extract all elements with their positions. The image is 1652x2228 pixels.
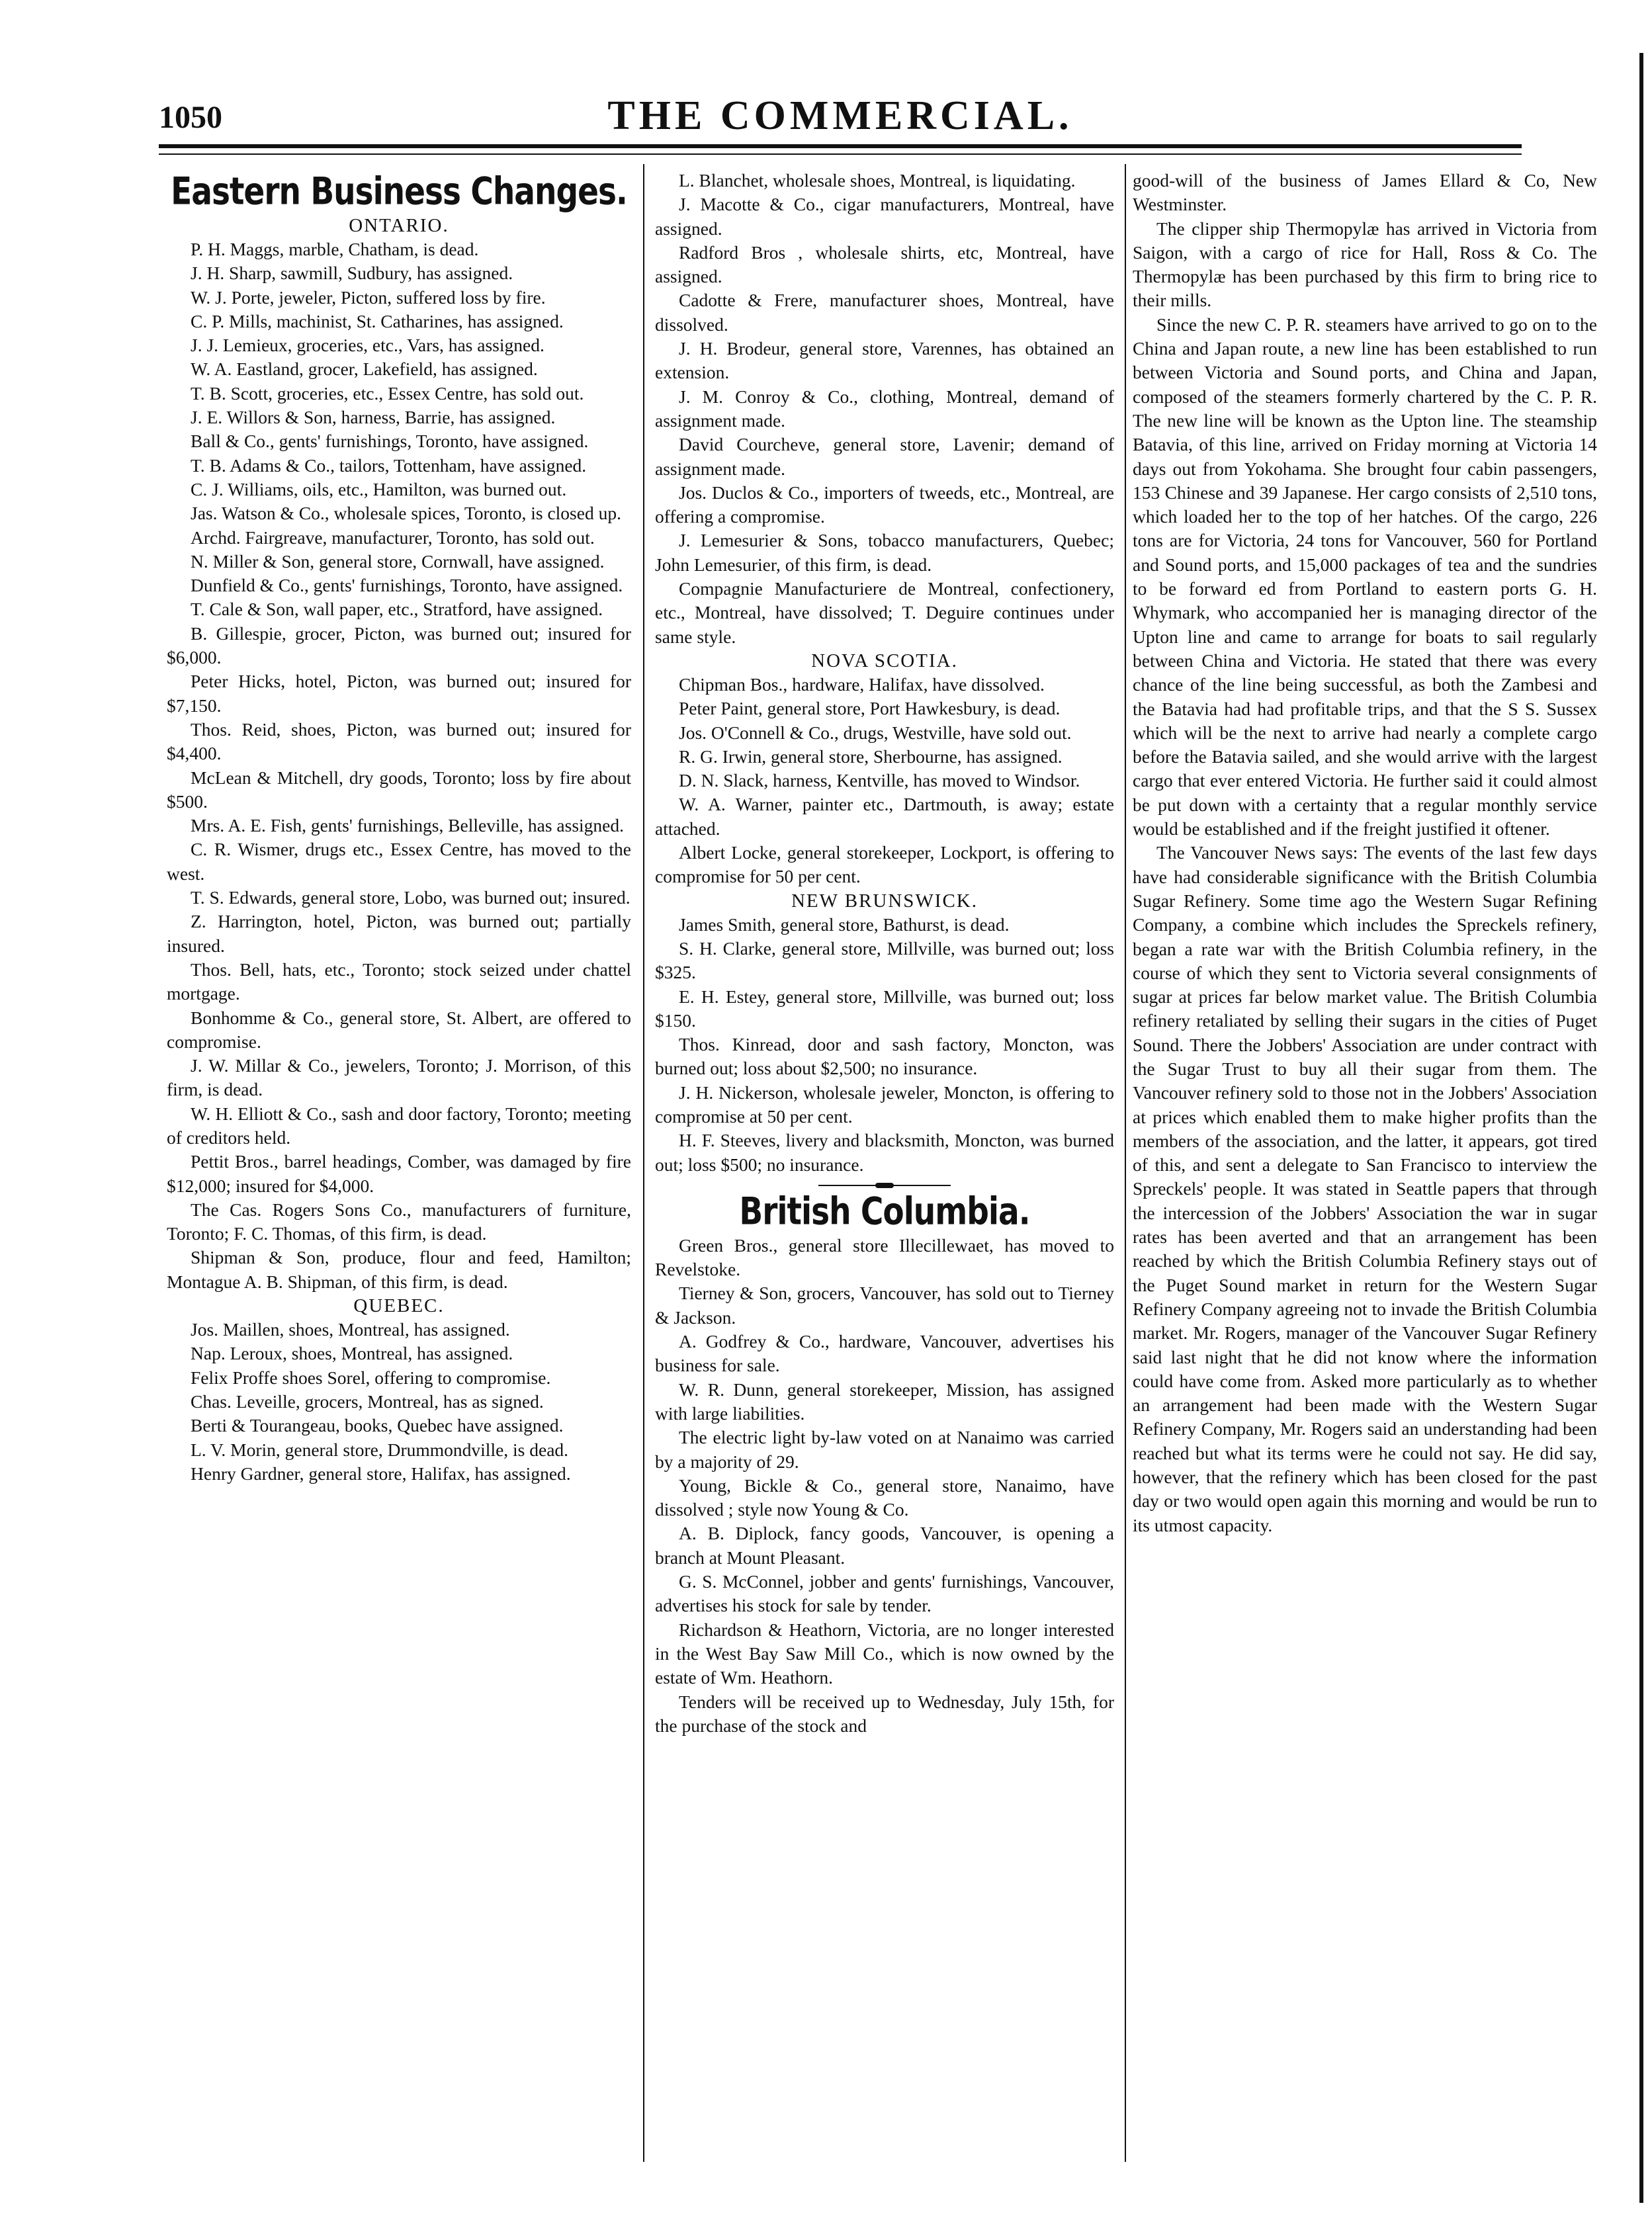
section-heading-british-columbia: British Columbia.: [739, 1189, 1030, 1234]
list-item: T. Cale & Son, wall paper, etc., Stratford, have assigned.: [191, 599, 603, 620]
list-item: L. V. Morin, general store, Drummondville, is dead.: [191, 1439, 569, 1460]
page-header: [159, 93, 1522, 139]
list-item: Thos. Bell, hats, etc., Toronto; stock seized under chattel mortgage.: [167, 959, 631, 1004]
list-item: Archd. Fairgreave, manufacturer, Toronto, has sold out.: [191, 527, 595, 548]
list-item: B. Gillespie, grocer, Picton, was burned out; insured for $6,000.: [167, 622, 631, 668]
header-rule-thin: [159, 153, 1522, 155]
list-item: Tierney & Son, grocers, Vancouver, has sold out to Tierney & Jackson.: [655, 1283, 1114, 1328]
section-heading-eastern: Eastern Business Changes.: [171, 169, 627, 214]
list-item: Henry Gardner, general store, Halifax, has assigned.: [191, 1463, 571, 1484]
column-rule: [643, 164, 644, 2162]
list-item: Thos. Reid, shoes, Picton, was burned out; insured for $4,400.: [167, 718, 631, 764]
list-item: D. N. Slack, harness, Kentville, has moved to Windsor.: [679, 770, 1080, 791]
british-columbia-items: [655, 1234, 1114, 1738]
masthead-title: THE COMMERCIAL.: [607, 93, 1073, 138]
subheading-new-brunswick: NEW BRUNSWICK.: [791, 890, 978, 912]
list-item: Young, Bickle & Co., general store, Nanaimo, have dissolved ; style now Young & Co.: [655, 1475, 1114, 1520]
list-item: J. Macotte & Co., cigar manufacturers, Montreal, have assigned.: [655, 194, 1114, 239]
quebec-items: [167, 1318, 631, 1486]
list-item: T. B. Adams & Co., tailors, Tottenham, have assigned.: [191, 454, 587, 476]
article-paragraph: The clipper ship Thermopylæ has arrived in Victoria from Saigon, with a cargo of rice for Hall, Ross & Co. The Thermopylæ has been purchased by this firm to bring rice to their mills.: [1133, 218, 1597, 311]
list-item: L. Blanchet, wholesale shoes, Montreal, is liquidating.: [679, 170, 1076, 191]
list-item: A. Godfrey & Co., hardware, Vancouver, advertises his business for sale.: [655, 1331, 1114, 1376]
list-item: Nap. Leroux, shoes, Montreal, has assigned.: [191, 1343, 513, 1364]
list-item: The Cas. Rogers Sons Co., manufacturers of furniture, Toronto; F. C. Thomas, of this firm, is dead.: [167, 1199, 631, 1244]
ontario-items: [167, 237, 631, 1294]
list-item: W. A. Warner, painter etc., Dartmouth, is away; estate attached.: [655, 794, 1114, 839]
list-item: Richardson & Heathorn, Victoria, are no longer interested in the West Bay Saw Mill Co., which is now owned by the estate of Wm. Heathorn.: [655, 1619, 1114, 1688]
list-item: Albert Locke, general storekeeper, Lockport, is offering to compromise for 50 per cent.: [655, 842, 1114, 887]
list-item: R. G. Irwin, general store, Sherbourne, has assigned.: [679, 746, 1063, 767]
list-item: H. F. Steeves, livery and blacksmith, Moncton, was burned out; loss $500; no insurance.: [655, 1130, 1114, 1175]
list-item: Shipman & Son, produce, flour and feed, Hamilton; Montague A. B. Shipman, of this firm, is dead.: [167, 1247, 631, 1292]
continued-paragraph: good-will of the business of James Ellard & Co, New Westminster.: [1133, 170, 1597, 215]
page-number: 1050: [159, 100, 222, 135]
list-item: Mrs. A. E. Fish, gents' furnishings, Belleville, has assigned.: [191, 815, 624, 836]
list-item: Jos. Maillen, shoes, Montreal, has assigned.: [191, 1319, 510, 1340]
quebec-continued-items: [655, 169, 1114, 649]
list-item: T. B. Scott, groceries, etc., Essex Centre, has sold out.: [191, 382, 584, 404]
list-item: James Smith, general store, Bathurst, is dead.: [679, 914, 1010, 935]
list-item: P. H. Maggs, marble, Chatham, is dead.: [191, 239, 479, 259]
list-item: J. H. Brodeur, general store, Varennes, has obtained an extension.: [655, 338, 1114, 383]
list-item: G. S. McConnel, jobber and gents' furnishings, Vancouver, advertises his stock for sale by tender.: [655, 1571, 1114, 1616]
list-item: C. J. Williams, oils, etc., Hamilton, was burned out.: [191, 478, 567, 499]
list-item: W. H. Elliott & Co., sash and door factory, Toronto; meeting of creditors held.: [167, 1103, 631, 1148]
new-brunswick-items: [655, 913, 1114, 1177]
column-rule: [1125, 164, 1126, 2162]
list-item: Bonhomme & Co., general store, St. Albert, are offered to compromise.: [167, 1007, 631, 1052]
column-3: [1133, 169, 1597, 2193]
list-item: J. Lemesurier & Sons, tobacco manufacturers, Quebec; John Lemesurier, of this firm, is dead.: [655, 530, 1114, 575]
list-item: The electric light by-law voted on at Nanaimo was carried by a majority of 29.: [655, 1427, 1114, 1472]
list-item: Ball & Co., gents' furnishings, Toronto, have assigned.: [191, 431, 589, 452]
list-item: Green Bros., general store Illecillewaet, has moved to Revelstoke.: [655, 1234, 1114, 1280]
list-item: Jos. O'Connell & Co., drugs, Westville, have sold out.: [679, 722, 1072, 743]
list-item: A. B. Diplock, fancy goods, Vancouver, is opening a branch at Mount Pleasant.: [655, 1523, 1114, 1568]
list-item: T. S. Edwards, general store, Lobo, was burned out; insured.: [191, 887, 630, 908]
list-item: J. H. Sharp, sawmill, Sudbury, has assigned.: [191, 263, 513, 284]
list-item: J. M. Conroy & Co., clothing, Montreal, demand of assignment made.: [655, 386, 1114, 431]
list-item: Compagnie Manufacturiere de Montreal, confectionery, etc., Montreal, have dissolved; T. Deguire continues under same style.: [655, 578, 1114, 647]
list-item: Z. Harrington, hotel, Picton, was burned out; partially insured.: [167, 911, 631, 956]
list-item: Peter Paint, general store, Port Hawkesbury, is dead.: [679, 698, 1061, 719]
list-item: Felix Proffe shoes Sorel, offering to compromise.: [191, 1367, 551, 1388]
list-item: E. H. Estey, general store, Millville, was burned out; loss $150.: [655, 986, 1114, 1031]
list-item: J. E. Willors & Son, harness, Barrie, has assigned.: [191, 407, 556, 428]
list-item: J. W. Millar & Co., jewelers, Toronto; J. Morrison, of this firm, is dead.: [167, 1055, 631, 1100]
subheading-ontario: ONTARIO.: [349, 215, 449, 236]
list-item: N. Miller & Son, general store, Cornwall, have assigned.: [191, 550, 605, 572]
list-item: Cadotte & Frere, manufacturer shoes, Montreal, have dissolved.: [655, 290, 1114, 335]
list-item: Tenders will be received up to Wednesday, July 15th, for the purchase of the stock and: [655, 1691, 1114, 1736]
column-2: [655, 169, 1114, 2193]
list-item: W. A. Eastland, grocer, Lakefield, has assigned.: [191, 359, 538, 380]
list-item: Pettit Bros., barrel headings, Comber, was damaged by fire $12,000; insured for $4,000.: [167, 1151, 631, 1196]
article-paragraph: The Vancouver News says: The events of the last few days have had considerable significance with the British Columbia Sugar Refinery. Some time ago the Western Sugar Refining Company, a combine which includes the Spreckels refinery, began a rate war with the British Columbia refinery, in the course of which they sent to Victoria several consignments of sugar at prices far below market value. The British Columbia refinery retaliated by selling their sugars in the cities of Puget Sound. There the Jobbers' Association are under contract with the Sugar Trust to buy all their sugar from them. The Vancouver refinery sold to those not in the Jobbers' Association at prices which enabled them to make higher profits than the members of the association, and the latter, it appears, got tired of this, and sent a delegate to San Francisco to interview the Spreckels' people. It was stated in Seattle papers that through the intercession of the Jobbers' Association the war in sugar rates has been averted and that an arrangement has been reached by which the British Columbia Refinery stays out of the Puget Sound market in return for the Western Sugar Refinery Company agreeing not to invade the British Columbia market. Mr. Rogers, manager of the Vancouver Sugar Refinery said last night that he did not know where the information could have come from. Asked more particularly as to whether an arrangement had been made with the Western Sugar Refinery Company, Mr. Rogers said an understanding had been reached but what its terms were he could not say. He did say, however, that the refinery which has been closed for the past day or two would open again this morning and would be run to its utmost capacity.: [1133, 842, 1597, 1535]
list-item: J. J. Lemieux, groceries, etc., Vars, has assigned.: [191, 335, 544, 356]
list-item: Berti & Tourangeau, books, Quebec have assigned.: [191, 1415, 564, 1436]
subheading-quebec: QUEBEC.: [353, 1295, 445, 1317]
list-item: McLean & Mitchell, dry goods, Toronto; loss by fire about $500.: [167, 767, 631, 812]
page-edge-line: [1639, 53, 1643, 2203]
header-rule-thick: [159, 144, 1522, 148]
nova-scotia-items: [655, 673, 1114, 889]
list-item: C. R. Wismer, drugs etc., Essex Centre, has moved to the west.: [167, 839, 631, 884]
list-item: W. R. Dunn, general storekeeper, Mission, has assigned with large liabilities.: [655, 1379, 1114, 1424]
list-item: S. H. Clarke, general store, Millville, was burned out; loss $325.: [655, 937, 1114, 983]
list-item: David Courcheve, general store, Lavenir; demand of assignment made.: [655, 434, 1114, 479]
column-1: [167, 169, 631, 2193]
list-item: Thos. Kinread, door and sash factory, Moncton, was burned out; loss about $2,500; no insurance.: [655, 1034, 1114, 1079]
list-item: Jos. Duclos & Co., importers of tweeds, etc., Montreal, are offering a compromise.: [655, 482, 1114, 527]
list-item: J. H. Nickerson, wholesale jeweler, Moncton, is offering to compromise at 50 per cent.: [655, 1082, 1114, 1127]
list-item: W. J. Porte, jeweler, Picton, suffered loss by fire.: [191, 286, 546, 308]
list-item: Jas. Watson & Co., wholesale spices, Toronto, is closed up.: [191, 503, 621, 524]
list-item: Peter Hicks, hotel, Picton, was burned out; insured for $7,150.: [167, 671, 631, 716]
list-item: Dunfield & Co., gents' furnishings, Toronto, have assigned.: [191, 575, 623, 596]
section-divider-ornament: [818, 1182, 951, 1189]
subheading-nova-scotia: NOVA SCOTIA.: [811, 650, 958, 671]
list-item: C. P. Mills, machinist, St. Catharines, has assigned.: [191, 310, 564, 331]
article-paragraph: Since the new C. P. R. steamers have arrived to go on to the China and Japan route, a new line has been established to run between Victoria and Sound ports, and China and Japan, composed of the steamers formerly chartered by the C. P. R. The new line will be known as the Upton line. The steamship Batavia, of this line, arrived on Friday morning at Victoria 14 days out from Yokohama. She brought four cabin passengers, 153 Chinese and 39 Japanese. Her cargo consists of 2,510 tons, which loaded her to the top of her hatches. Of the cargo, 226 tons are for Victoria, 24 tons for Vancouver, 560 for Portland and Sound ports, and 15,000 packages of tea and the sundries to be forward ed from Portland to eastern ports G. H. Whymark, who accompanied her is managing director of the Upton line and came to arrange for boats to sail regularly between China and Victoria. He stated that there was every chance of the line being successful, as both the Zambesi and the Batavia had had profitable trips, and that the S S. Sussex which will be the next to arrive had nearly a complete cargo before the Batavia sailed, and she would arrive with the largest cargo that ever entered Victoria. He further said it could almost be put down with a certainty that a regular monthly service would be established and if the freight justified it oftener.: [1133, 314, 1597, 839]
list-item: Radford Bros , wholesale shirts, etc, Montreal, have assigned.: [655, 241, 1114, 287]
list-item: Chipman Bos., hardware, Halifax, have dissolved.: [679, 673, 1045, 695]
list-item: Chas. Leveille, grocers, Montreal, has as signed.: [191, 1391, 544, 1412]
